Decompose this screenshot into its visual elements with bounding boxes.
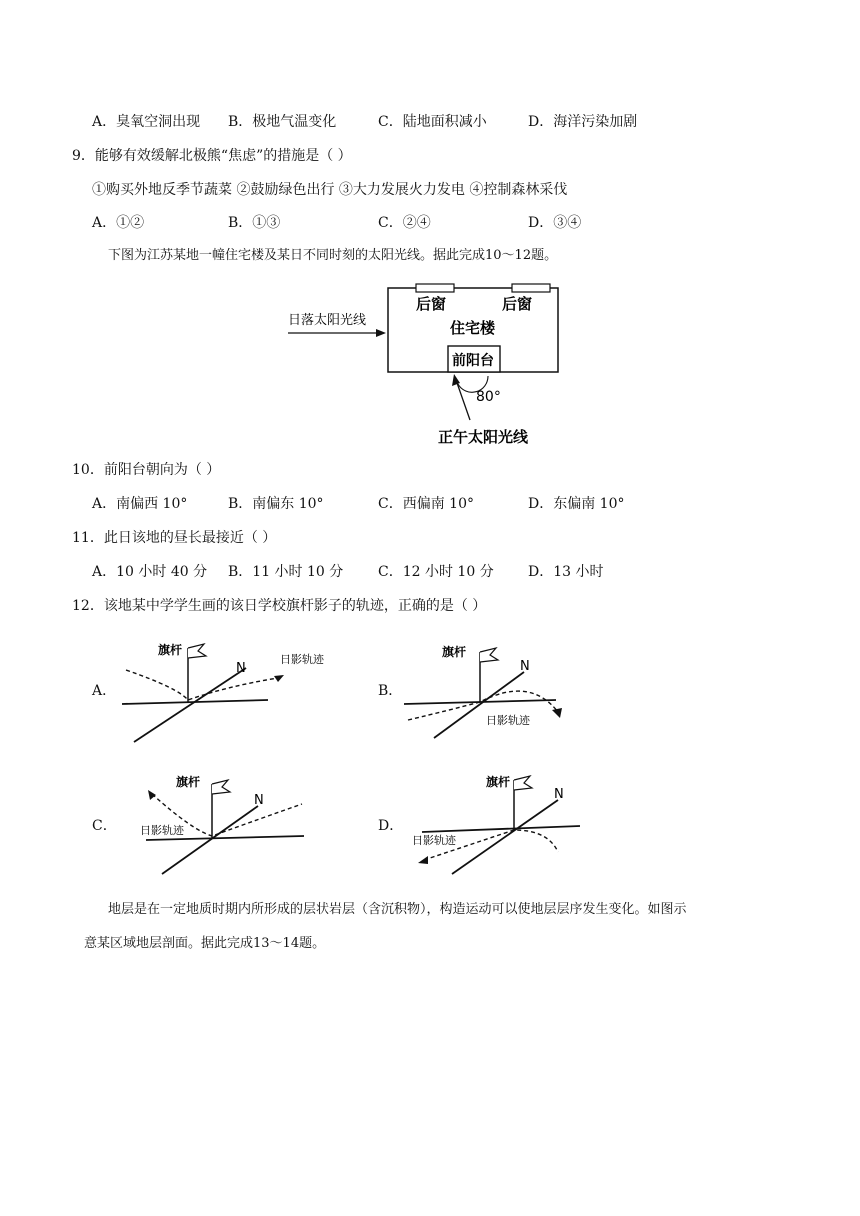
q12-label-c: C． <box>92 818 117 834</box>
flagpole-label: 旗杆 <box>442 645 467 659</box>
q8-option-b: B．极地气温变化 <box>228 114 337 130</box>
rear-window-2 <box>512 284 550 292</box>
shadow-diagram-d <box>408 770 588 880</box>
intro-10-12: 下图为江苏某地一幢住宅楼及某日不同时刻的太阳光线。据此完成10～12题。 <box>108 248 558 263</box>
shadow-label: 日影轨迹 <box>280 653 324 666</box>
q8-option-a: A．臭氧空洞出现 <box>92 114 201 130</box>
flag-icon <box>212 780 230 794</box>
q9-option-c: C．②④ <box>378 215 431 231</box>
q10-option-b: B．南偏东 10° <box>228 496 324 512</box>
q11-option-b: B．11 小时 10 分 <box>228 564 344 580</box>
intro-13-14-line1: 地层是在一定地质时期内所形成的层状岩层（含沉积物），构造运动可以使地层层序发生变化。如图示 <box>108 902 687 917</box>
angle-label: 80° <box>476 389 501 405</box>
flagpole-label: 旗杆 <box>486 775 511 789</box>
flag-icon <box>480 648 498 662</box>
intro-13-14-line2: 意某区域地层剖面。据此完成13～14题。 <box>84 936 326 951</box>
east-west-line <box>422 826 580 832</box>
q9-option-a: A．①② <box>92 215 145 231</box>
north-label: N <box>236 661 246 676</box>
balcony-label: 前阳台 <box>452 353 494 369</box>
q10-option-a: A．南偏西 10° <box>92 496 188 512</box>
shadow-track <box>126 670 278 700</box>
shadow-label: 日影轨迹 <box>140 824 184 837</box>
shadow-label: 日影轨迹 <box>486 714 530 727</box>
q10-option-d: D．东偏南 10° <box>528 496 625 512</box>
track-arrowhead <box>148 790 156 800</box>
track-arrowhead <box>274 675 284 682</box>
north-label: N <box>554 787 564 802</box>
rear-window-1-label: 后窗 <box>416 295 447 313</box>
q12-label-b: B． <box>378 683 403 699</box>
q10-option-c: C．西偏南 10° <box>378 496 474 512</box>
q12-label-d: D． <box>378 818 404 834</box>
shadow-diagram-c <box>132 770 322 880</box>
q11-option-a: A．10 小时 40 分 <box>92 564 208 580</box>
north-south-line <box>452 800 558 874</box>
shadow-label: 日影轨迹 <box>412 834 456 847</box>
north-south-line <box>134 668 246 742</box>
shadow-track <box>408 691 558 720</box>
q10-stem: 10．前阳台朝向为（ ） <box>72 462 221 478</box>
flag-icon <box>514 776 532 790</box>
q9-option-d: D．③④ <box>528 215 582 231</box>
q8-option-d: D．海洋污染加剧 <box>528 114 638 130</box>
q9-option-b: B．①③ <box>228 215 281 231</box>
flagpole-label: 旗杆 <box>176 775 201 789</box>
track-arrowhead <box>418 856 428 864</box>
shadow-diagram-b <box>400 638 580 746</box>
flagpole-label: 旗杆 <box>158 643 183 657</box>
north-south-line <box>434 672 524 738</box>
noon-label: 正午太阳光线 <box>438 428 529 446</box>
noon-ray <box>456 380 470 420</box>
q11-option-d: D．13 小时 <box>528 564 604 580</box>
q12-stem: 12．该地某中学学生画的该日学校旗杆影子的轨迹，正确的是（ ） <box>72 598 487 614</box>
north-label: N <box>520 659 530 674</box>
shadow-diagram-a <box>118 638 338 746</box>
flag-icon <box>188 644 206 658</box>
sunset-label: 日落太阳光线 <box>288 313 367 328</box>
q12-label-a: A． <box>92 683 117 699</box>
q11-stem: 11．此日该地的昼长最接近（ ） <box>72 530 277 546</box>
track-arrowhead <box>552 708 562 718</box>
q8-option-c: C．陆地面积减小 <box>378 114 487 130</box>
q9-stem: 9．能够有效缓解北极熊“焦虑”的措施是（ ） <box>72 148 352 164</box>
q9-items: ①购买外地反季节蔬菜 ②鼓励绿色出行 ③大力发展火力发电 ④控制森林采伐 <box>92 182 568 198</box>
sunset-arrowhead <box>376 329 386 337</box>
north-label: N <box>254 793 264 808</box>
building-sunlight-figure <box>280 280 570 450</box>
building-label: 住宅楼 <box>450 319 496 337</box>
q11-option-c: C．12 小时 10 分 <box>378 564 494 580</box>
noon-arrowhead <box>452 374 460 386</box>
rear-window-2-label: 后窗 <box>502 295 533 313</box>
rear-window-1 <box>416 284 454 292</box>
